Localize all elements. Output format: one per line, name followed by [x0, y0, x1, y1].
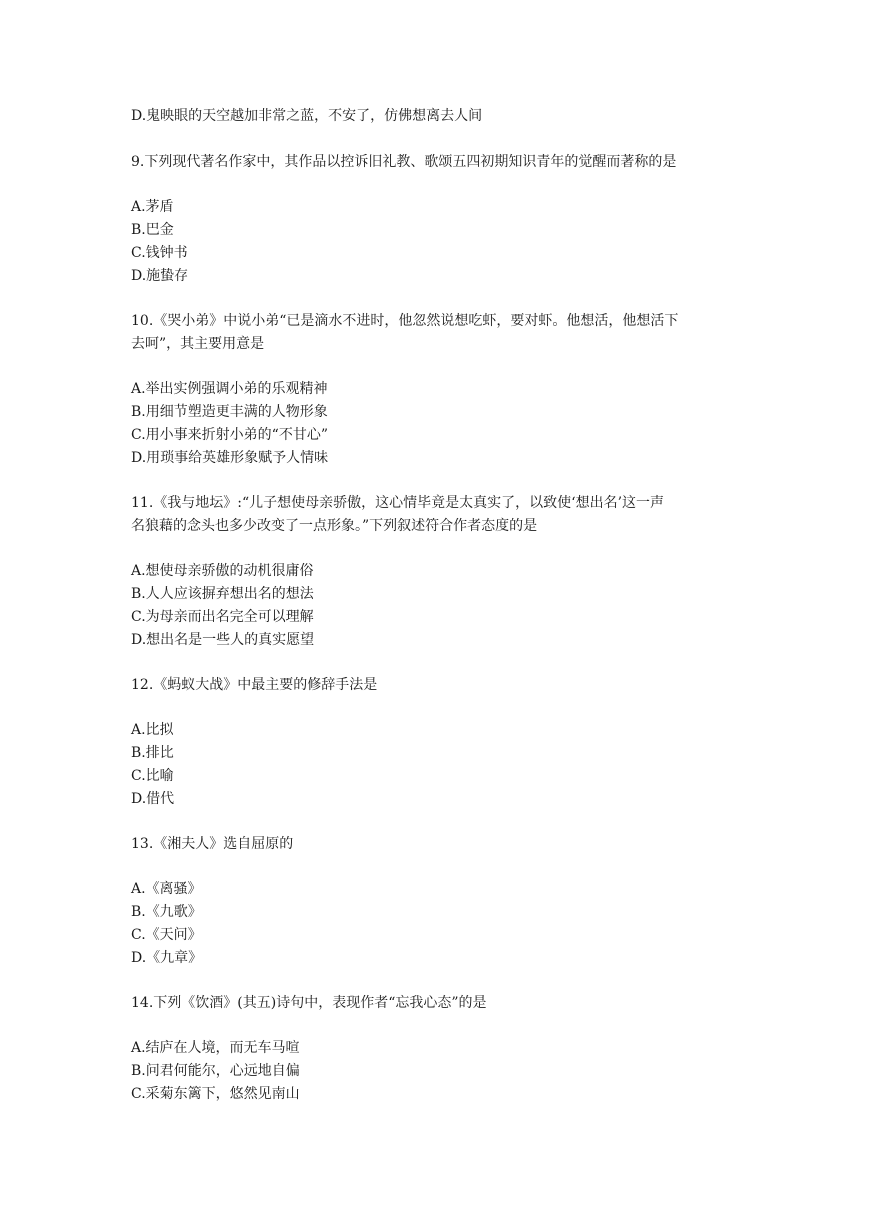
question-10-option-c: C.用小事来折射小弟的“不甘心” [131, 427, 328, 443]
question-12-option-b: B.排比 [131, 745, 174, 761]
question-12-stem: 12.《蚂蚁大战》中最主要的修辞手法是 [131, 677, 378, 693]
question-12-option-a: A.比拟 [131, 722, 174, 738]
question-12-option-c: C.比喻 [131, 768, 174, 784]
question-13-option-d: D.《九章》 [131, 950, 203, 966]
question-14-stem: 14.下列《饮酒》(其五)诗句中，表现作者“忘我心态”的是 [131, 995, 487, 1011]
question-10-stem-line-2: 去呵”，其主要用意是 [131, 336, 265, 352]
prev-question-option-d: D.鬼映眼的天空越加非常之蓝，不安了，仿佛想离去人间 [131, 108, 483, 124]
question-9-option-a: A.茅盾 [131, 199, 174, 215]
question-11-option-b: B.人人应该摒弃想出名的想法 [131, 586, 314, 602]
question-14-option-b: B.问君何能尔，心远地自偏 [131, 1063, 300, 1079]
question-14-option-a: A.结庐在人境，而无车马喧 [131, 1040, 300, 1056]
question-10-option-a: A.举出实例强调小弟的乐观精神 [131, 381, 328, 397]
question-13-option-c: C.《天问》 [131, 927, 202, 943]
question-11-option-d: D.想出名是一些人的真实愿望 [131, 632, 315, 648]
question-13-stem: 13.《湘夫人》选自屈原的 [131, 836, 294, 852]
question-11-option-c: C.为母亲而出名完全可以理解 [131, 609, 314, 625]
question-9-option-b: B.巴金 [131, 222, 174, 238]
question-11-stem-line-1: 11.《我与地坛》:“儿子想使母亲骄傲，这心情毕竟是太真实了，以致使‘想出名’这一声 [131, 495, 665, 511]
question-10-option-b: B.用细节塑造更丰满的人物形象 [131, 404, 328, 420]
question-13-option-a: A.《离骚》 [131, 881, 202, 897]
question-11-stem-line-2: 名狼藉的念头也多少改变了一点形象。”下列叙述符合作者态度的是 [131, 518, 538, 534]
question-9-option-c: C.钱钟书 [131, 245, 188, 261]
question-11-option-a: A.想使母亲骄傲的动机很庸俗 [131, 563, 314, 579]
question-13-option-b: B.《九歌》 [131, 904, 202, 920]
question-9-option-d: D.施蛰存 [131, 268, 189, 284]
question-10-option-d: D.用琐事给英雄形象赋予人情味 [131, 450, 329, 466]
question-10-stem-line-1: 10.《哭小弟》中说小弟“已是滴水不进时，他忽然说想吃虾，要对虾。他想活，他想活下 [131, 313, 679, 329]
question-12-option-d: D.借代 [131, 791, 175, 807]
question-14-option-c: C.采菊东篱下，悠然见南山 [131, 1086, 300, 1102]
question-9-stem: 9.下列现代著名作家中，其作品以控诉旧礼教、歌颂五四初期知识青年的觉醒而著称的是 [131, 154, 677, 170]
